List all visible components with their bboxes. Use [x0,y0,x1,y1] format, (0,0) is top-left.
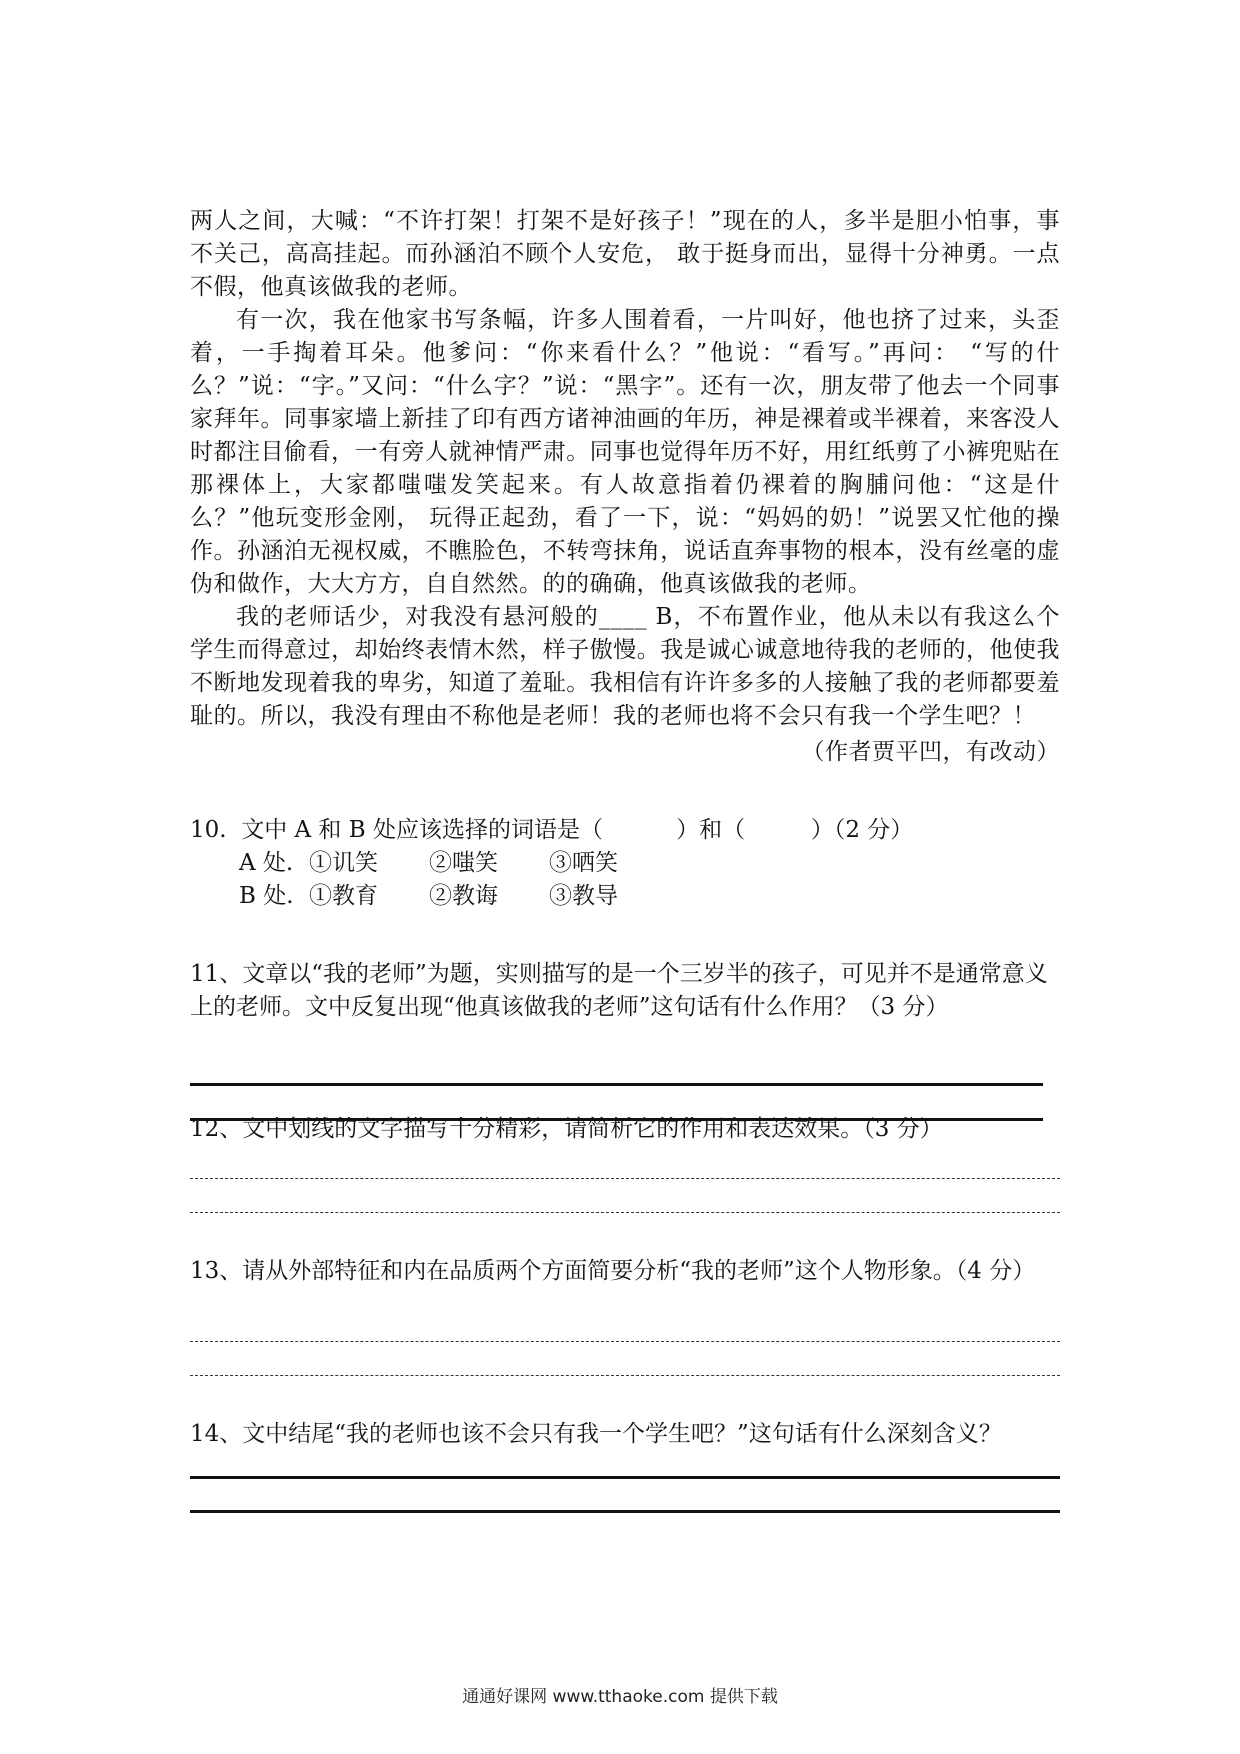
reading-passage [190,205,1060,769]
option-b-2: ②教诲 [429,883,498,909]
question-10-stem: 10. 文中 A 和 B 处应该选择的词语是（ ）和（ ）（2 分） [190,817,914,843]
passage-source: （作者贾平凹，有改动） [801,739,1060,765]
answer-line-13-2[interactable] [190,1375,1060,1376]
passage-paragraph-1: 两人之间，大喊：“不许打架！打架不是好孩子！”现在的人，多半是胆小怕事，事不关己，高高挂起。而孙涵泊不顾个人安危， 敢于挺身而出，显得十分神勇。一点不假，他真该做我的老师。 [190,208,1060,300]
answer-line-14-1[interactable] [190,1476,1060,1479]
question-14: 14、文中结尾“我的老师也该不会只有我一个学生吧？”这句话有什么深刻含义？ [190,1421,1002,1447]
answer-line-12-1[interactable] [190,1178,1060,1179]
answer-line-14-2[interactable] [190,1510,1060,1513]
option-a-label: A 处. [239,850,294,876]
answer-line-12-2[interactable] [190,1212,1060,1213]
option-a-1: ①讥笑 [309,850,378,876]
question-13: 13、请从外部特征和内在品质两个方面简要分析“我的老师”这个人物形象。（4 分） [190,1258,1036,1284]
option-a-3: ③哂笑 [549,850,618,876]
answer-line-13-1[interactable] [190,1341,1060,1342]
passage-paragraph-2: 有一次，我在他家书写条幅，许多人围着看，一片叫好，他也挤了过来，头歪着，一手掏着耳朵。他爹问：“你来看什么？”他说：“看写。”再问： “写的什么？”说：“字。”又问：“什么字？”说：“黑字”。还有一次，朋友带了他去一个同事家拜年。同事家墙上新挂了印有西方诸神油画的年历，神是裸着或半裸着，来客没人时都注目偷看，一有旁人就神情严肃。同事也觉得年历不好，用红纸剪了小裤兜贴在那裸体上，大家都嗤嗤发笑起来。有人故意指着仍裸着的胸脯问他：“这是什么？”他玩变形金刚， 玩得正起劲，看了一下，说：“妈妈的奶！”说罢又忙他的操作。孙涵泊无视权威，不瞧脸色，不转弯抹角，说话直奔事物的根本，没有丝毫的虚伪和做作，大大方方，自自然然。的的确确，他真该做我的老师。 [190,307,1060,597]
footer-watermark: 通通好课网 www.tthaoke.com 提供下载 [462,1687,778,1707]
answer-line-11-1[interactable] [190,1083,1043,1086]
question-10-b-options [239,880,1060,913]
option-a-2: ②嗤笑 [429,850,498,876]
option-b-3: ③教导 [549,883,618,909]
question-12: 12、文中划线的文字描写十分精彩，请简析它的作用和表达效果。（3 分） [190,1116,943,1142]
question-10 [190,814,1060,913]
question-11: 11、文章以“我的老师”为题，实则描写的是一个三岁半的孩子，可见并不是通常意义上的老师。文中反复出现“他真该做我的老师”这句话有什么作用？（3 分） [190,961,1048,1020]
option-b-label: B 处. [239,883,294,909]
option-b-1: ①教育 [309,883,378,909]
passage-paragraph-3: 我的老师话少，对我没有悬河般的____ B，不布置作业，他从未以有我这么个学生而得意过，却始终表情木然，样子傲慢。我是诚心诚意地待我的老师的，他使我不断地发现着我的卑劣，知道了羞耻。我相信有许许多多的人接触了我的老师都要羞耻的。所以，我没有理由不称他是老师！我的老师也将不会只有我一个学生吧？！ [190,604,1060,729]
question-10-a-options [239,847,1060,880]
